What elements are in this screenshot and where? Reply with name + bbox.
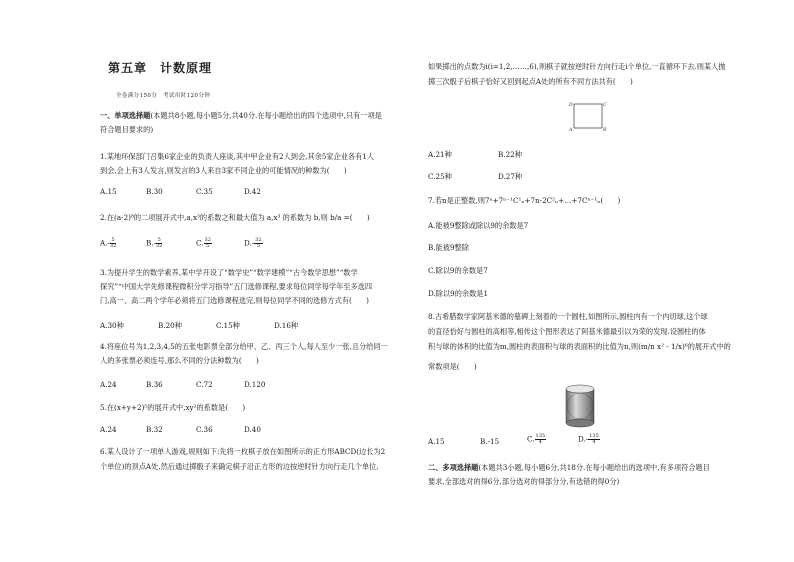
q3-option-d: D.16种: [274, 321, 299, 330]
q4-option-d: D.120: [244, 380, 266, 389]
q8-d-num: 135: [589, 433, 599, 439]
cylinder-top: [566, 385, 594, 393]
q5-option-c: C.36: [196, 425, 213, 434]
q4-option-b: B.36: [146, 380, 163, 389]
q6-option-a: A.21种: [428, 150, 452, 159]
q7-option-b: B.能被9整除: [428, 243, 469, 252]
q3-line1: 3.为提升学生的数学素养,某中学开设了“数学史”“数学建模”“古今数学思想”“数学: [100, 268, 358, 277]
q6-line4: 掷三次骰子后棋子恰好又回到起点A处的所有不同方法共有( ): [428, 77, 633, 86]
q6-option-d: D.27种: [498, 172, 523, 181]
q2-d-den: 5: [256, 243, 261, 249]
q7-option-c: C.除以9的余数是7: [428, 266, 488, 275]
q3-line3: 门,高一、高二两个学年必须将五门选修课程选完,则每位同学不同的选修方式有( ): [100, 296, 369, 305]
cylinder-bottom: [566, 419, 594, 427]
q7-line1: 7.若n是正整数,则7ⁿ+7ⁿ⁻¹C¹ₙ+7n-2C²ₙ+…+7Cⁿ⁻¹ₙ( ): [428, 196, 621, 205]
q1-option-c: C.35: [196, 187, 213, 196]
square-outline: [574, 104, 602, 128]
q3-option-a: A.30种: [100, 321, 124, 330]
q5-option-a: A.24: [100, 425, 117, 434]
vertex-c-label: C: [603, 103, 607, 108]
q2-line1: 2.在(a-2)⁸的二项展开式中,a,x³的系数之和最大值为 a,x³ 的系数为 b,则 b/a =( ): [100, 213, 370, 222]
section2-header: [428, 463, 710, 472]
q2-b-fraction: [156, 238, 162, 249]
q2-b-label: B.-: [146, 238, 156, 248]
q2-c-den: 5: [206, 243, 210, 249]
q8-line3: 积与球的体积的比值为m,圆柱的表面积与球的表面积的比值为n,则(m/n x² - 1/x)⁶的展开式中的: [428, 342, 731, 351]
q8-c-label: C.: [527, 434, 535, 444]
q2-d-num: 32: [255, 237, 262, 243]
vertex-b-label: B: [603, 128, 607, 132]
q2-c-label: C.: [196, 238, 204, 248]
q2-c-fraction: [204, 238, 212, 249]
q1-option-b: B.30: [146, 187, 163, 196]
q4-option-c: C.72: [196, 380, 213, 389]
q5-option-b: B.32: [146, 425, 163, 434]
q5-option-d: D.40: [244, 425, 261, 434]
q2-d-fraction: [254, 238, 262, 249]
q4-option-a: A.24: [100, 380, 117, 389]
q2-option-d: [244, 238, 263, 249]
q1-line2: 到会,会上有3人发言,则发言的3人来自3家不同企业的可能情况的种数为( ): [100, 166, 347, 175]
q2-b-num: 5: [157, 237, 161, 243]
q3-option-b: B.20种: [158, 321, 182, 330]
q8-option-b: B.-15: [480, 437, 500, 446]
q2-a-label: A.-: [100, 238, 110, 248]
q8-c-den: 4: [538, 439, 542, 445]
q8-d-fraction: [588, 434, 600, 445]
q2-a-fraction: [110, 238, 116, 249]
q6-line3: 如果掷出的点数为i(i=1,2,……,6),则棋子就按逆时针方向行走i个单位,一直循环下去.则某人抛: [428, 62, 726, 71]
cylinder-sphere-figure: [563, 383, 597, 429]
q3-line2: 探究”“中国大学先修课程微积分学习指导”五门选修课程,要求每位同学每学年至多选四: [100, 282, 373, 291]
vertex-a-label: A: [569, 128, 573, 132]
q8-c-fraction: [535, 434, 547, 445]
q6-line1: 6.某人设计了一项单人游戏,规则如下:先将一枚棋子放在如图所示的正方形ABCD(边长为2: [100, 447, 386, 456]
section2-heading: 二、多项选择题: [428, 463, 479, 472]
q8-line4: 常数项是( ): [428, 362, 477, 371]
q8-d-label: D.-: [578, 434, 589, 444]
q2-a-den: 32: [109, 243, 117, 249]
q8-option-c: [527, 434, 546, 445]
q1-option-a: A.15: [100, 187, 117, 196]
q8-line2: 的直径恰好与圆柱的高相等,相传这个图形表达了阿基米德最引以为荣的发现.设圆柱的体: [428, 327, 706, 336]
q2-option-b: [146, 238, 162, 249]
section2-desc: (本题共3小题,每小题6分,共18分.在每小题给出的选项中,有多项符合题目: [478, 463, 710, 472]
section1-desc-2: 符合题目要求的): [100, 125, 154, 134]
q1-option-d: D.42: [244, 187, 261, 196]
q3-option-c: C.15种: [216, 321, 240, 330]
q2-d-label: D.-: [244, 238, 255, 248]
q2-option-a: [100, 238, 116, 249]
vertex-d-label: D: [569, 103, 573, 108]
q4-line2: 人的多张票必须连号,那么不同的分法种数为( ): [100, 356, 259, 365]
q2-a-num: 5: [111, 237, 115, 243]
q8-option-a: A.15: [428, 437, 445, 446]
q7-option-a: A.能被9整除或除以9的余数是7: [428, 221, 529, 230]
section1-header: [100, 111, 382, 120]
section1-heading: 一、单项选择题: [100, 111, 151, 120]
q6-option-c: C.25种: [428, 172, 452, 181]
cylinder-body: [566, 389, 594, 423]
q7-option-d: D.除以9的余数是1: [428, 289, 489, 298]
chapter-title: 第五章 计数原理: [108, 61, 213, 75]
q8-line1: 8.古希腊数学家阿基米德的墓碑上刻着的一个圆柱,如图所示,圆柱内有一个内切球,这个球: [428, 312, 708, 321]
q6-option-b: B.22种: [498, 150, 522, 159]
q8-c-num: 135: [535, 433, 546, 439]
q1-line1: 1.某地环保部门召集6家企业的负责人座谈,其中甲企业有2人到会,其余5家企业各有1人: [100, 152, 375, 161]
q4-line1: 4.将座位号为1,2,3,4,5的五张电影票全部分给甲、乙、丙三个人,每人至少一张,且分给同一: [100, 342, 388, 351]
section1-desc: (本题共8小题,每小题5分,共40分.在每小题给出的四个选项中,只有一项是: [150, 111, 382, 120]
q2-b-den: 32: [156, 243, 163, 249]
q2-option-c: [196, 238, 212, 249]
q2-c-num: 32: [204, 237, 211, 243]
q6-line2: 个单位)的顶点A处,然后通过掷骰子来确定棋子沿正方形的边按逆时针方向行走几个单位,: [100, 462, 379, 471]
section2-desc-2: 要求,全部选对的得6分,部分选对的得部分分,有选错的得0分): [428, 477, 620, 486]
q8-d-den: 4: [592, 439, 596, 445]
square-abcd-figure: [568, 100, 608, 132]
q5-line1: 5.在(x+y+2)⁵的展开式中,xy²的系数是( ): [100, 403, 246, 412]
exam-subtitle: 全卷满分150分 考试用时120分钟: [116, 93, 211, 99]
q8-option-d: [578, 434, 600, 445]
